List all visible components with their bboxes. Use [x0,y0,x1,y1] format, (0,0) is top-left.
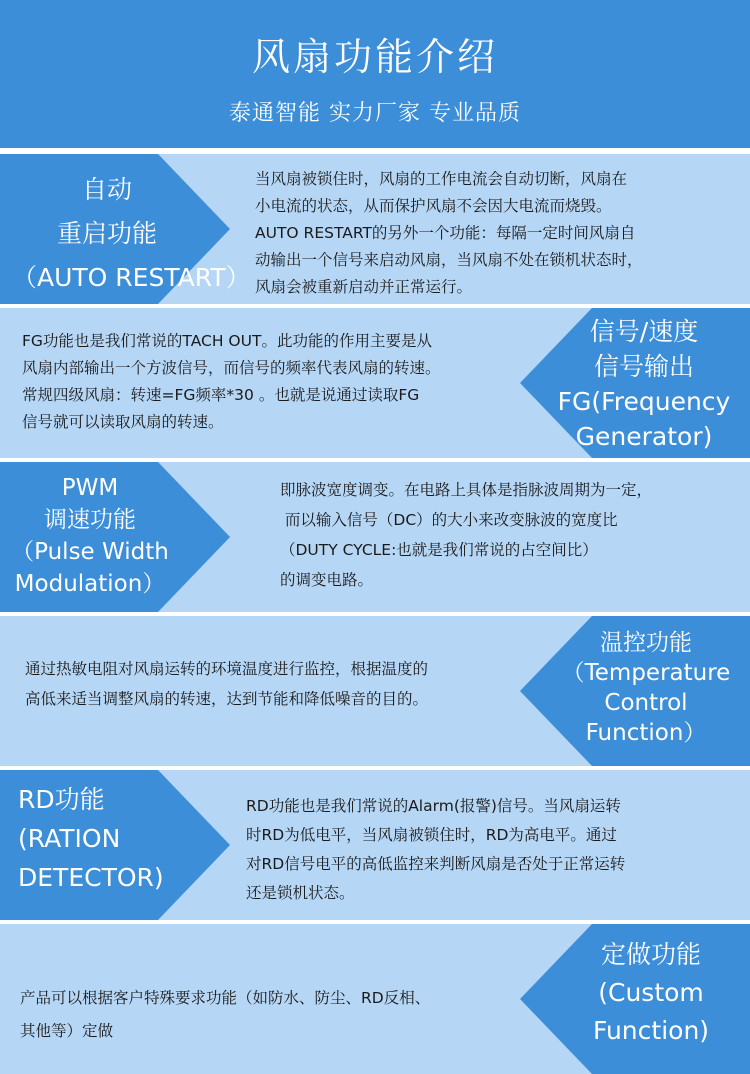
section-auto-restart [0,154,750,304]
section-description: 当风扇被锁住时，风扇的工作电流会自动切断，风扇在 小电流的状态，从而保护风扇不会因大电流而烧毁。 AUTO RESTART的另外一个功能：每隔一定时间风扇自 动输出一个信号来启动风扇，当风扇不处在锁机状态时， 风扇会被重新启动并正常运行。 [255,170,643,296]
page-header [0,0,750,148]
section-heading: 定做功能 (Custom Function) [592,940,710,1045]
section-heading: 信号/速度 信号输出 FG(Frequency Generator) [557,317,731,451]
section-temperature-control [0,616,750,766]
section-description: FG功能也是我们常说的TACH OUT。此功能的作用主要是从 风扇内部输出一个方波信号，而信号的频率代表风扇的转速。 常规四级风扇：转速=FG频率*30 。也就是说通过读取FG 信号就可以读取风扇的转速。 [22,332,441,431]
section-description: 通过热敏电阻对风扇运转的环境温度进行监控，根据温度的 高低来适当调整风扇的转速，达到节能和降低噪音的目的。 [25,660,429,708]
section-rd [0,770,750,920]
section-custom [0,924,750,1074]
page-title: 风扇功能介绍 [251,35,498,79]
section-heading: 自动 重启功能 （AUTO RESTART） [12,175,251,292]
section-pwm [0,462,750,612]
section-heading: PWM 调速功能 （Pulse Width Modulation） [11,475,169,597]
section-fg-signal [0,308,750,458]
page-subtitle: 泰通智能 实力厂家 专业品质 [229,101,521,126]
section-description: 产品可以根据客户特殊要求功能（如防水、防尘、RD反相、 其他等）定做 [20,989,431,1040]
section-description: 即脉波宽度调变。在电路上具体是指脉波周期为一定， 而以输入信号（DC）的大小来改变脉波的宽度比 （DUTY CYCLE:也就是我们常说的占空间比） 的调变电路。 [280,481,653,589]
section-heading: 温控功能 （Temperature Control Function） [561,630,731,746]
section-description: RD功能也是我们常说的Alarm(报警)信号。当风扇运转 时RD为低电平，当风扇被锁住时，RD为高电平。通过 对RD信号电平的高低监控来判断风扇是否处于正常运转 还是锁机状态。 [246,797,626,902]
section-heading: RD功能 (RATION DETECTOR) [18,785,164,892]
